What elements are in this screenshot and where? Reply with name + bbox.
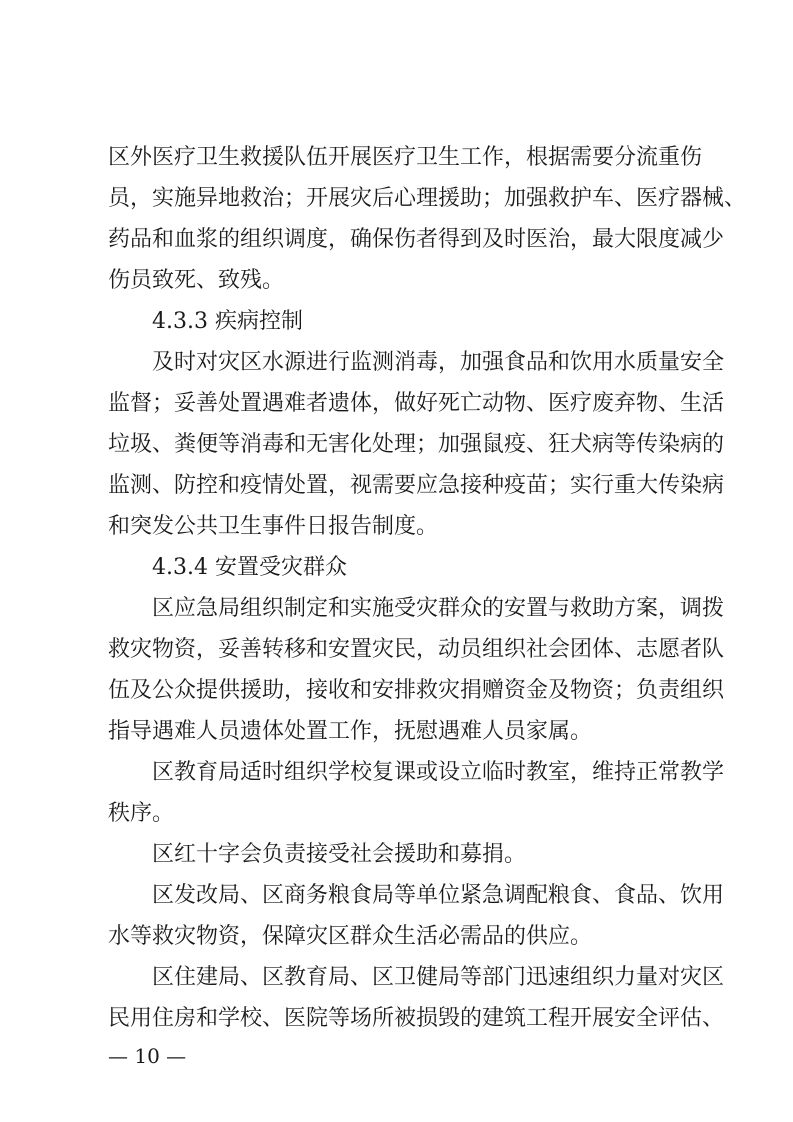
section-heading-4-3-3: 4.3.3 疾病控制 — [152, 309, 303, 334]
body-line: 秩序。 — [108, 801, 175, 826]
body-line: 垃圾、粪便等消毒和无害化处理；加强鼠疫、狂犬病等传染病的 — [108, 432, 725, 457]
body-line: 伍及公众提供援助，接收和安排救灾捐赠资金及物资；负责组织 — [108, 678, 725, 703]
body-line: 监督；妥善处置遇难者遗体，做好死亡动物、医疗废弃物、生活 — [108, 391, 725, 416]
body-line: 区红十字会负责接受社会援助和募捐。 — [152, 842, 527, 867]
body-line: 指导遇难人员遗体处置工作，抚慰遇难人员家属。 — [108, 719, 593, 744]
body-line: 区教育局适时组织学校复课或设立临时教室，维持正常教学 — [152, 760, 725, 785]
body-line: 救灾物资，妥善转移和安置灾民，动员组织社会团体、志愿者队 — [108, 637, 725, 662]
body-line: 监测、防控和疫情处置，视需要应急接种疫苗；实行重大传染病 — [108, 473, 725, 498]
body-line: 区应急局组织制定和实施受灾群众的安置与救助方案，调拨 — [152, 596, 725, 621]
page-number: — 10 — — [108, 1044, 187, 1068]
section-heading-4-3-4: 4.3.4 安置受灾群众 — [152, 555, 347, 580]
body-line: 及时对灾区水源进行监测消毒，加强食品和饮用水质量安全 — [152, 350, 725, 375]
body-line: 和突发公共卫生事件日报告制度。 — [108, 514, 439, 539]
body-line: 药品和血浆的组织调度，确保伤者得到及时医治，最大限度减少 — [108, 227, 725, 252]
body-line: 民用住房和学校、医院等场所被损毁的建筑工程开展安全评估、 — [108, 1006, 725, 1031]
body-line: 伤员致死、致残。 — [108, 268, 285, 293]
body-line: 水等救灾物资，保障灾区群众生活必需品的供应。 — [108, 924, 593, 949]
body-line: 区发改局、区商务粮食局等单位紧急调配粮食、食品、饮用 — [152, 883, 725, 908]
body-line: 区外医疗卫生救援队伍开展医疗卫生工作，根据需要分流重伤 — [108, 145, 703, 170]
body-line: 员，实施异地救治；开展灾后心理援助；加强救护车、医疗器械、 — [108, 186, 747, 211]
body-line: 区住建局、区教育局、区卫健局等部门迅速组织力量对灾区 — [152, 965, 725, 990]
